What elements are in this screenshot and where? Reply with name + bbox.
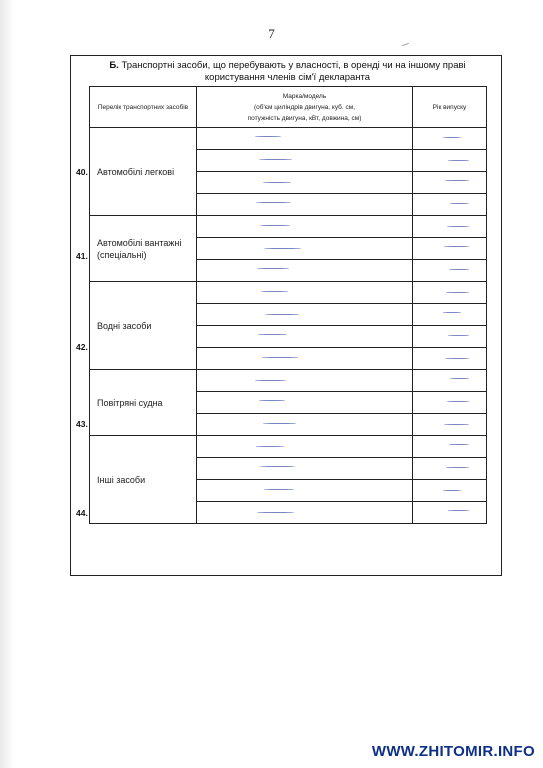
make-model-cell: [197, 480, 413, 502]
category-label-41: Автомобілі вантажні (спеціальні): [97, 237, 182, 260]
dash-mark: [445, 180, 469, 181]
year-cell: [413, 480, 487, 502]
dash-mark: [448, 510, 469, 511]
dash-mark: [447, 401, 469, 402]
year-cell: [413, 172, 487, 194]
dash-mark: [444, 246, 469, 247]
table-row: [90, 370, 487, 392]
category-label-42: Водні засоби: [97, 320, 152, 331]
section-title: [100, 60, 475, 84]
header-year: Рік випуску: [413, 87, 487, 128]
dash-mark: [446, 467, 469, 468]
dash-mark: [263, 182, 291, 183]
category-label-43: Повітряні судна: [97, 397, 163, 408]
dash-mark: [449, 444, 469, 445]
dash-mark: [450, 378, 469, 379]
category-label-44: Інші засоби: [97, 474, 146, 485]
pen-mark: [402, 43, 409, 46]
year-cell: [413, 128, 487, 150]
make-model-cell: [197, 326, 413, 348]
table-row: [90, 436, 487, 458]
year-cell: [413, 238, 487, 260]
year-cell: [413, 348, 487, 370]
vehicles-table: [89, 86, 487, 524]
row-number-43: 43.: [76, 419, 88, 429]
year-cell: [413, 414, 487, 436]
make-model-cell: [197, 348, 413, 370]
scanned-page-edge: [0, 0, 14, 768]
make-model-cell: [197, 502, 413, 524]
make-model-cell: [197, 150, 413, 172]
section-title-line2: користування членів сім'ї декларанта: [204, 72, 371, 83]
dash-mark: [258, 334, 287, 335]
year-cell: [413, 260, 487, 282]
make-model-cell: [197, 194, 413, 216]
section-letter: Б.: [109, 60, 119, 71]
year-cell: [413, 370, 487, 392]
row-number-42: 42.: [76, 342, 88, 352]
make-model-cell: [197, 128, 413, 150]
make-model-cell: [197, 458, 413, 480]
table-row: [90, 128, 487, 150]
dash-mark: [448, 160, 469, 161]
dash-mark: [449, 269, 469, 270]
year-cell: [413, 436, 487, 458]
header-make-model-line3: потужність двигуна, кВт, довжина, см): [247, 114, 362, 122]
dash-mark: [257, 512, 294, 513]
year-cell: [413, 194, 487, 216]
dash-mark: [261, 291, 288, 292]
make-model-cell: [197, 260, 413, 282]
make-model-cell: [197, 172, 413, 194]
make-model-cell: [197, 392, 413, 414]
year-cell: [413, 502, 487, 524]
dash-mark: [448, 335, 469, 336]
year-cell: [413, 326, 487, 348]
dash-mark: [259, 159, 292, 160]
year-cell: [413, 304, 487, 326]
dash-mark: [255, 136, 281, 137]
dash-mark: [256, 446, 284, 447]
category-cell-44: [90, 436, 197, 524]
row-number-44: 44.: [76, 508, 88, 518]
header-make-model-line2: (об'єм циліндрів двигуна, куб. см,: [253, 103, 356, 111]
header-make-model-line1: Марка/модель: [282, 92, 327, 100]
dash-mark: [446, 292, 469, 293]
dash-mark: [264, 489, 294, 490]
row-number-40: 40.: [76, 167, 88, 177]
make-model-cell: [197, 436, 413, 458]
year-cell: [413, 216, 487, 238]
table-row: [90, 282, 487, 304]
header-make-model: [197, 87, 413, 128]
make-model-cell: [197, 216, 413, 238]
dash-mark: [262, 357, 298, 358]
make-model-cell: [197, 304, 413, 326]
year-cell: [413, 282, 487, 304]
category-cell-41: [90, 216, 197, 282]
year-cell: [413, 392, 487, 414]
dash-mark: [259, 400, 285, 401]
table-row: [90, 216, 487, 238]
dash-mark: [447, 226, 469, 227]
year-cell: [413, 150, 487, 172]
make-model-cell: [197, 370, 413, 392]
row-number-41: 41.: [76, 251, 88, 261]
dash-mark: [260, 225, 290, 226]
dash-mark: [445, 358, 469, 359]
year-cell: [413, 458, 487, 480]
dash-mark: [255, 380, 286, 381]
page-number: 7: [268, 26, 275, 41]
dash-mark: [444, 424, 469, 425]
category-label-40: Автомобілі легкові: [97, 166, 175, 177]
section-title-line1: Транспортні засоби, що перебувають у власності, в оренді чи на іншому праві: [121, 60, 466, 71]
dash-mark: [263, 423, 296, 424]
make-model-cell: [197, 414, 413, 436]
dash-mark: [450, 203, 469, 204]
category-cell-42: [90, 282, 197, 370]
table-header-row: [90, 87, 487, 128]
category-cell-40: [90, 128, 197, 216]
site-watermark: WWW.ZHITOMIR.INFO: [371, 743, 535, 760]
category-cell-43: [90, 370, 197, 436]
make-model-cell: [197, 282, 413, 304]
header-vehicle-list: Перелік транспортних засобів: [90, 87, 197, 128]
make-model-cell: [197, 238, 413, 260]
